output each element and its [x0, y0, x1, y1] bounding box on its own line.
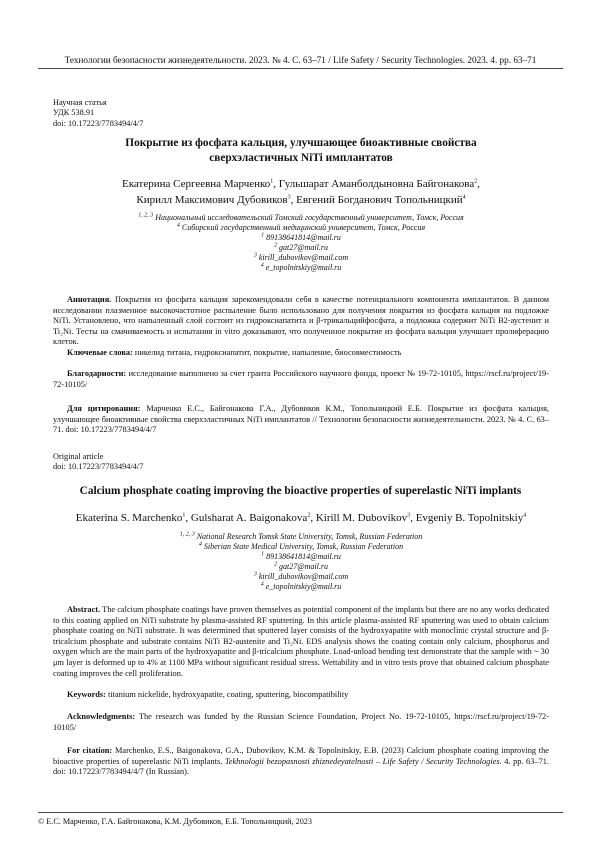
ru-email[interactable]: $^1$ 89138641814@mail.ru	[261, 232, 341, 242]
en-abstract-label: Abstract.	[67, 605, 101, 614]
en-author-1: Ekaterina S. Marchenko	[75, 512, 183, 524]
ru-keywords: Ключевые слова: никелид титана, гидроксиапатит, покрытие, напыление, биосовместимость	[67, 348, 402, 357]
en-email[interactable]: $^4$ e_topolnitskiy@mail.ru	[260, 580, 342, 591]
en-author-3: Kirill M. Dubovikov	[315, 512, 408, 524]
en-citation-journal: Tekhnologii bezopasnosti zhiznedeyatelnosti – Life Safety / Security Technologies.	[224, 756, 502, 766]
ru-acknowledgments: Благодарности: исследование выполнено за счет гранта Российского научного фонда, проект № 19-72-10105, https://rscf.ru/project/19-72-10105/	[53, 369, 549, 389]
en-author-2: Gulsharat A. Baigonakova	[190, 512, 308, 524]
ru-article-type: Научная статья	[53, 98, 107, 107]
en-keywords: Keywords: titanium nickelide, hydroxyapatite, coating, sputtering, biocompatibility	[67, 690, 349, 699]
en-author-4: Evgeniy B. Topolnitskiy	[415, 512, 524, 524]
en-affiliations	[53, 532, 549, 591]
en-email[interactable]: $^2$ gat27@mail.ru	[274, 561, 328, 571]
en-affiliation: $^{1, 2, 3}$ National Research Tomsk State University, Tomsk, Russian Federation	[179, 531, 423, 541]
ru-author-3: Кирилл Максимович Дубовиков	[136, 193, 288, 206]
ru-doi: doi: 10.17223/7783494/4/7	[53, 118, 144, 128]
ru-email[interactable]: $^3$ kirill_dubovikov@mail.com	[253, 251, 349, 262]
en-article-type: Original article	[53, 452, 104, 461]
ru-email[interactable]: $^4$ e_topolnitskiy@mail.ru	[260, 261, 342, 272]
ru-author-1: Екатерина Сергеевна Марченко	[122, 178, 271, 190]
ru-abstract	[53, 295, 549, 348]
ru-meta	[53, 98, 549, 129]
en-email[interactable]: $^1$ 89138641814@mail.ru	[261, 551, 341, 561]
running-head: Технологии безопасности жизнедеятельности. 2023. № 4. С. 63–71 / Life Safety / Security Technologies. 2023. 4. pp. 63–71	[38, 55, 563, 69]
ru-authors-line1: Екатерина Сергеевна Марченко$^1$, Гульшарат Аманболдыновна Байгонакова$^2$,	[122, 178, 480, 190]
ru-affiliation: $^{1, 2, 3}$ Национальный исследовательский Томский государственный университет, Томск, Россия	[138, 212, 464, 222]
en-affiliation: $^4$ Siberian State Medical University, Tomsk, Russian Federation	[198, 541, 404, 551]
ru-authors	[53, 177, 549, 208]
ru-abstract-text: Покрытия из фосфата кальция зарекомендовали себя в качестве потенциального компонента имплантатов. В данном исследовании плазменное высокочастотное распыление было использовано для получения покрытия из фосфата кальция на подложке NiTi. Установлено, что напыленный слой состоит из гидроксиапатита и β-трикальцийфосфата, а подложка содержит NiTi B2-аустенит и Ti₂Ni. Тесты на смачиваемость и испытания in vitro доказывают, что полученное покрытие из фосфата кальция улучшает пролиферацию клеток.	[53, 295, 550, 347]
en-abstract	[53, 605, 549, 679]
en-title: Calcium phosphate coating improving the bioactive properties of superelastic NiTi implants	[79, 485, 522, 497]
ru-affiliations	[53, 213, 549, 272]
en-meta	[53, 452, 549, 473]
ru-author-2: Гульшарат Аманболдыновна Байгонакова	[278, 178, 475, 190]
ru-email[interactable]: $^2$ gat27@mail.ru	[274, 242, 328, 252]
ru-abstract-label: Аннотация.	[67, 295, 112, 304]
ru-udk: УДК 538.91	[53, 108, 95, 118]
en-email[interactable]: $^3$ kirill_dubovikov@mail.com	[253, 570, 349, 581]
ru-title-line1: Покрытие из фосфата кальция, улучшающее биоактивные свойства	[125, 137, 477, 149]
en-abstract-text: The calcium phosphate coatings have proven themselves as potential component of the implants but there are no any works dedicated to this coating applied on NiTi substrate by plasma-assisted RF sputtering. In this article plasma-assisted RF sputtering was used to obtain calcium phosphate coating on NiTi substrate. It was determined that sputtered layer consists of the hydroxyapatite with monoclinic crystal structure and β-tricalcium phosphate and substrate contains NiTi B2-austenite and Ti₂Ni. EDS analysis shows the coating contain only calcium, phosphorus and oxygen which are the main parts of the hydroxyapatite and β-tricalcium phosphate. Load-unload bending test demonstrate that the sample with ~ 30 μm layer is deformed up to 4% at 1100 MPa without significant residual stress. Wettability and in vitro tests prove that obtained calcium phosphate coating improves the cell proliferation.	[53, 605, 549, 678]
en-doi: doi: 10.17223/7783494/4/7	[53, 462, 144, 472]
ru-citation: Для цитирования: Марченко Е.С., Байгонакова Г.А., Дубовиков К.М., Топольницкий Е.Б. Покрытие из фосфата кальция, улучшающее биоактивные свойства сверхэластичных NiTi имплантатов // Технологии безопасности жизнедеятельности. 2023. № 4. С. 63–71. doi: 10.17223/7783494/4/7	[53, 404, 549, 435]
en-citation: For citation: Marchenko, E.S., Baigonakova, G.A., Dubovikov, K.M. & Topolnitskiy, E.B. (2023) Calcium phosphate coating improving the bioactive properties of superelastic NiTi implants. Tekhnologii bezopasnosti zhiznedeyatelnosti – Life Safety / Security Technologies. 4. pp. 63–71. doi: 10.17223/7783494/4/7 (In Russian).	[53, 746, 550, 777]
ru-title-line2: сверхэластичных NiTi имплантатов	[209, 152, 393, 164]
ru-authors-line2: Кирилл Максимович Дубовиков$^3$, Евгений Богданович Топольницкий$^4$	[136, 193, 466, 206]
copyright-footer: © Е.С. Марченко, Г.А. Байгонакова, К.М. Дубовиков, Е.Б. Топольницкий, 2023	[38, 812, 563, 826]
en-acknowledgments: Acknowledgments: The research was funded by the Russian Science Foundation, Project No. 19-72-10105, https://rscf.ru/project/19-72-10105/	[53, 712, 549, 732]
ru-title	[53, 136, 549, 166]
ru-affiliation: $^4$ Сибирский государственный медицинский университет, Томск, Россия	[176, 222, 426, 232]
en-authors: Ekaterina S. Marchenko$^1$, Gulsharat A. Baigonakova$^2$, Kirill M. Dubovikov$^3$, Evgeniy B. Topolnitskiy$^4$	[75, 512, 527, 524]
ru-author-4: Евгений Богданович Топольницкий	[296, 193, 463, 206]
